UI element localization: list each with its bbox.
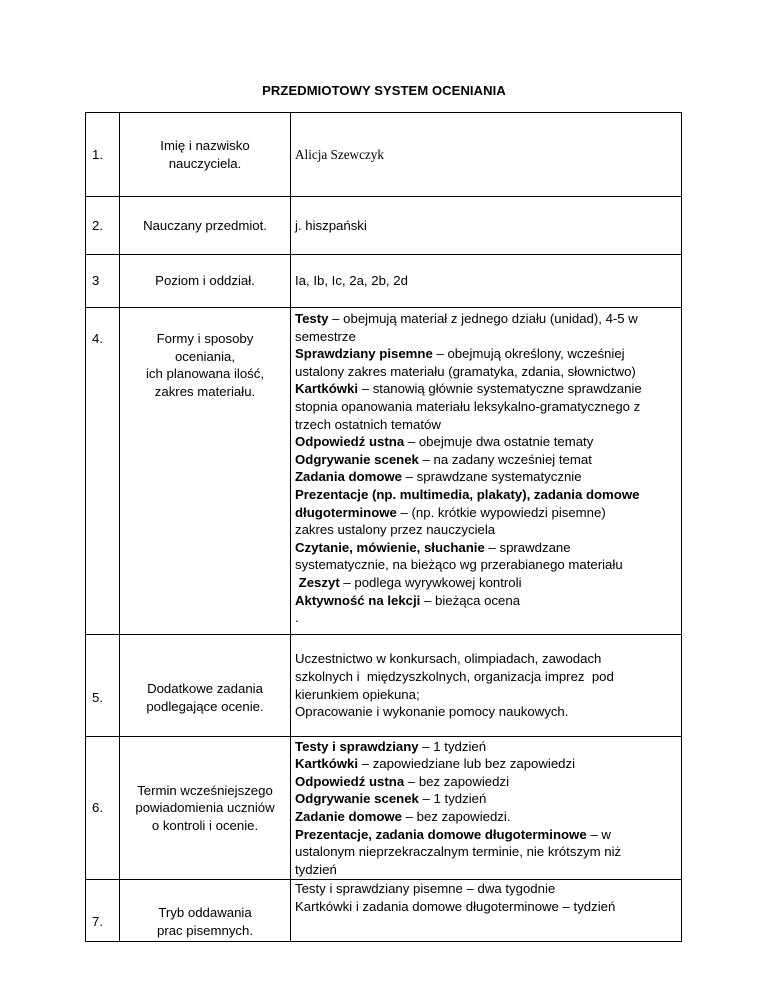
text-line [295, 521, 677, 539]
text-line [295, 668, 677, 686]
text-line [295, 686, 677, 704]
notification-terms [291, 737, 682, 880]
bold-term: Odgrywanie scenek [295, 451, 419, 467]
label-line: nauczyciela. [168, 155, 242, 171]
label-line: ich planowana ilość, [145, 366, 265, 382]
row-label [120, 737, 291, 880]
text-line [295, 310, 677, 328]
label-line: Dodatkowe zadania [147, 680, 263, 696]
classes-value: Ia, Ib, Ic, 2a, 2b, 2d [291, 255, 682, 308]
label-line: podlegające ocenie. [146, 698, 264, 714]
text-line [295, 468, 677, 486]
bold-term: Zeszyt [295, 574, 340, 590]
row-number: 2. [86, 197, 120, 255]
row-label [120, 197, 291, 255]
bold-term: Odpowiedź ustna [295, 773, 405, 789]
line-text: – sprawdzane systematycznie [401, 469, 582, 485]
label-line: prac pisemnych. [156, 922, 253, 938]
line-text: ustalonym nieprzekraczalnym terminie, nie krótszym niż [295, 844, 622, 860]
line-text: – podlega wyrywkowej kontroli [339, 574, 522, 590]
table-row [86, 197, 682, 255]
line-text: – stanowią głównie systematyczne sprawdzanie [358, 381, 642, 397]
table-row [86, 880, 682, 942]
row-label [120, 308, 291, 635]
table-row [86, 255, 682, 308]
text-line [295, 861, 677, 879]
bold-term: Testy [295, 311, 329, 326]
text-line [295, 755, 677, 773]
text-line [295, 345, 677, 363]
text-line [295, 380, 677, 398]
table-row [86, 635, 682, 737]
label-line: Tryb oddawania [158, 904, 252, 920]
grading-table [85, 112, 682, 942]
text-line [295, 328, 677, 346]
text-line [295, 398, 677, 416]
bold-term: Sprawdziany pisemne [295, 346, 433, 362]
line-text: semestrze [295, 328, 356, 344]
text-line [295, 433, 677, 451]
label-line: o kontroli i ocenie. [151, 817, 259, 833]
return-mode [291, 880, 682, 942]
label-line: powiadomienia uczniów [135, 800, 275, 816]
text-line [295, 898, 677, 916]
table-row [86, 308, 682, 635]
row-number: 3 [86, 255, 120, 308]
line-text: – (np. krótkie wypowiedzi pisemne) [396, 504, 606, 520]
text-line [295, 416, 677, 434]
text-line [295, 738, 677, 756]
line-text: – obejmują określony, wcześniej [432, 346, 625, 362]
subject-value: j. hiszpański [291, 197, 682, 255]
table-row [86, 737, 682, 880]
row-label [120, 255, 291, 308]
text-line [295, 574, 677, 592]
line-text: stopnia opanowania materiału leksykalno-gramatycznego z [295, 398, 641, 414]
label-line: Formy i sposoby [156, 331, 254, 346]
line-text: . [295, 610, 299, 626]
text-line [295, 451, 677, 469]
bold-term: Testy i sprawdziany [295, 738, 419, 754]
additional-tasks [291, 635, 682, 737]
page-title: PRZEDMIOTOWY SYSTEM OCENIANIA [262, 83, 506, 98]
line-text: – bez zapowiedzi [404, 773, 510, 789]
text-line [295, 880, 677, 898]
bold-term: długoterminowe [295, 504, 397, 520]
table-row [86, 113, 682, 197]
bold-term: Aktywność na lekcji [295, 592, 421, 608]
bold-term: Prezentacje, zadania domowe długoterminowe [295, 826, 587, 842]
label-line: Nauczany przedmiot. [143, 217, 267, 233]
label-line: Termin wcześniejszego [137, 782, 273, 798]
row-number: 4. [86, 308, 120, 635]
bold-term: Odgrywanie scenek [295, 791, 419, 807]
row-number: 7. [86, 880, 120, 942]
line-text: – obejmują materiał z jednego działu (unidad), 4-5 w [328, 311, 638, 326]
line-text: systematycznie, na bieżąco wg przerabianego materiału [295, 557, 623, 573]
text-line [295, 773, 677, 791]
bold-term: Zadania domowe [295, 469, 402, 485]
line-text: – bieżąca ocena [420, 592, 521, 608]
bold-term: Kartkówki [295, 381, 359, 397]
line-text: szkolnych i międzyszkolnych, organizacja imprez pod [295, 668, 614, 684]
row-number: 5. [86, 635, 120, 737]
teacher-name: Alicja Szewczyk [291, 113, 682, 197]
line-text: tydzień [295, 861, 337, 877]
label-line: Poziom i oddział. [155, 273, 255, 289]
text-line [295, 843, 677, 861]
line-text: Kartkówki i zadania domowe długoterminowe – tydzień [295, 898, 616, 914]
bold-term: Kartkówki [295, 756, 359, 772]
text-line [295, 486, 677, 504]
text-line [295, 556, 677, 574]
line-text: – w [586, 826, 611, 842]
label-line: oceniania, [174, 348, 236, 364]
bold-term: Odpowiedź ustna [295, 434, 405, 450]
text-line [295, 592, 677, 610]
text-line [295, 703, 677, 721]
text-line [295, 504, 677, 522]
bold-term: Czytanie, mówienie, słuchanie [295, 539, 485, 555]
row-label [120, 113, 291, 197]
label-line: Imię i nazwisko [160, 137, 250, 153]
bold-term: Prezentacje (np. multimedia, plakaty), zadania domowe [295, 486, 640, 502]
line-text: ustalony zakres materiału (gramatyka, zdania, słownictwo) [295, 363, 636, 379]
text-line [295, 363, 677, 381]
label-line: zakres materiału. [154, 383, 256, 399]
line-text: trzech ostatnich tematów [295, 416, 441, 432]
row-label [120, 635, 291, 737]
row-label [120, 880, 291, 942]
line-text: – zapowiedziane lub bez zapowiedzi [358, 756, 576, 772]
line-text: zakres ustalony przez nauczyciela [295, 522, 496, 538]
line-text: – sprawdzane [484, 539, 571, 555]
row-number: 6. [86, 737, 120, 880]
text-line [295, 609, 677, 627]
line-text: – bez zapowiedzi. [401, 809, 511, 824]
row-number: 1. [86, 113, 120, 197]
assessment-forms [291, 308, 682, 635]
line-text: kierunkiem opiekuna; [295, 686, 420, 702]
text-line [295, 650, 677, 668]
bold-term: Zadanie domowe [295, 809, 402, 824]
line-text: Testy i sprawdziany pisemne – dwa tygodnie [295, 881, 556, 896]
text-line [295, 790, 677, 808]
line-text: Uczestnictwo w konkursach, olimpiadach, zawodach [295, 651, 602, 667]
text-line [295, 539, 677, 557]
line-text: – 1 tydzień [418, 738, 487, 754]
text-line [295, 808, 677, 826]
line-text: – obejmuje dwa ostatnie tematy [404, 434, 594, 450]
text-line [295, 826, 677, 844]
line-text: – 1 tydzień [418, 791, 487, 807]
line-text: Opracowanie i wykonanie pomocy naukowych. [295, 704, 569, 720]
line-text: – na zadany wcześniej temat [418, 451, 592, 467]
